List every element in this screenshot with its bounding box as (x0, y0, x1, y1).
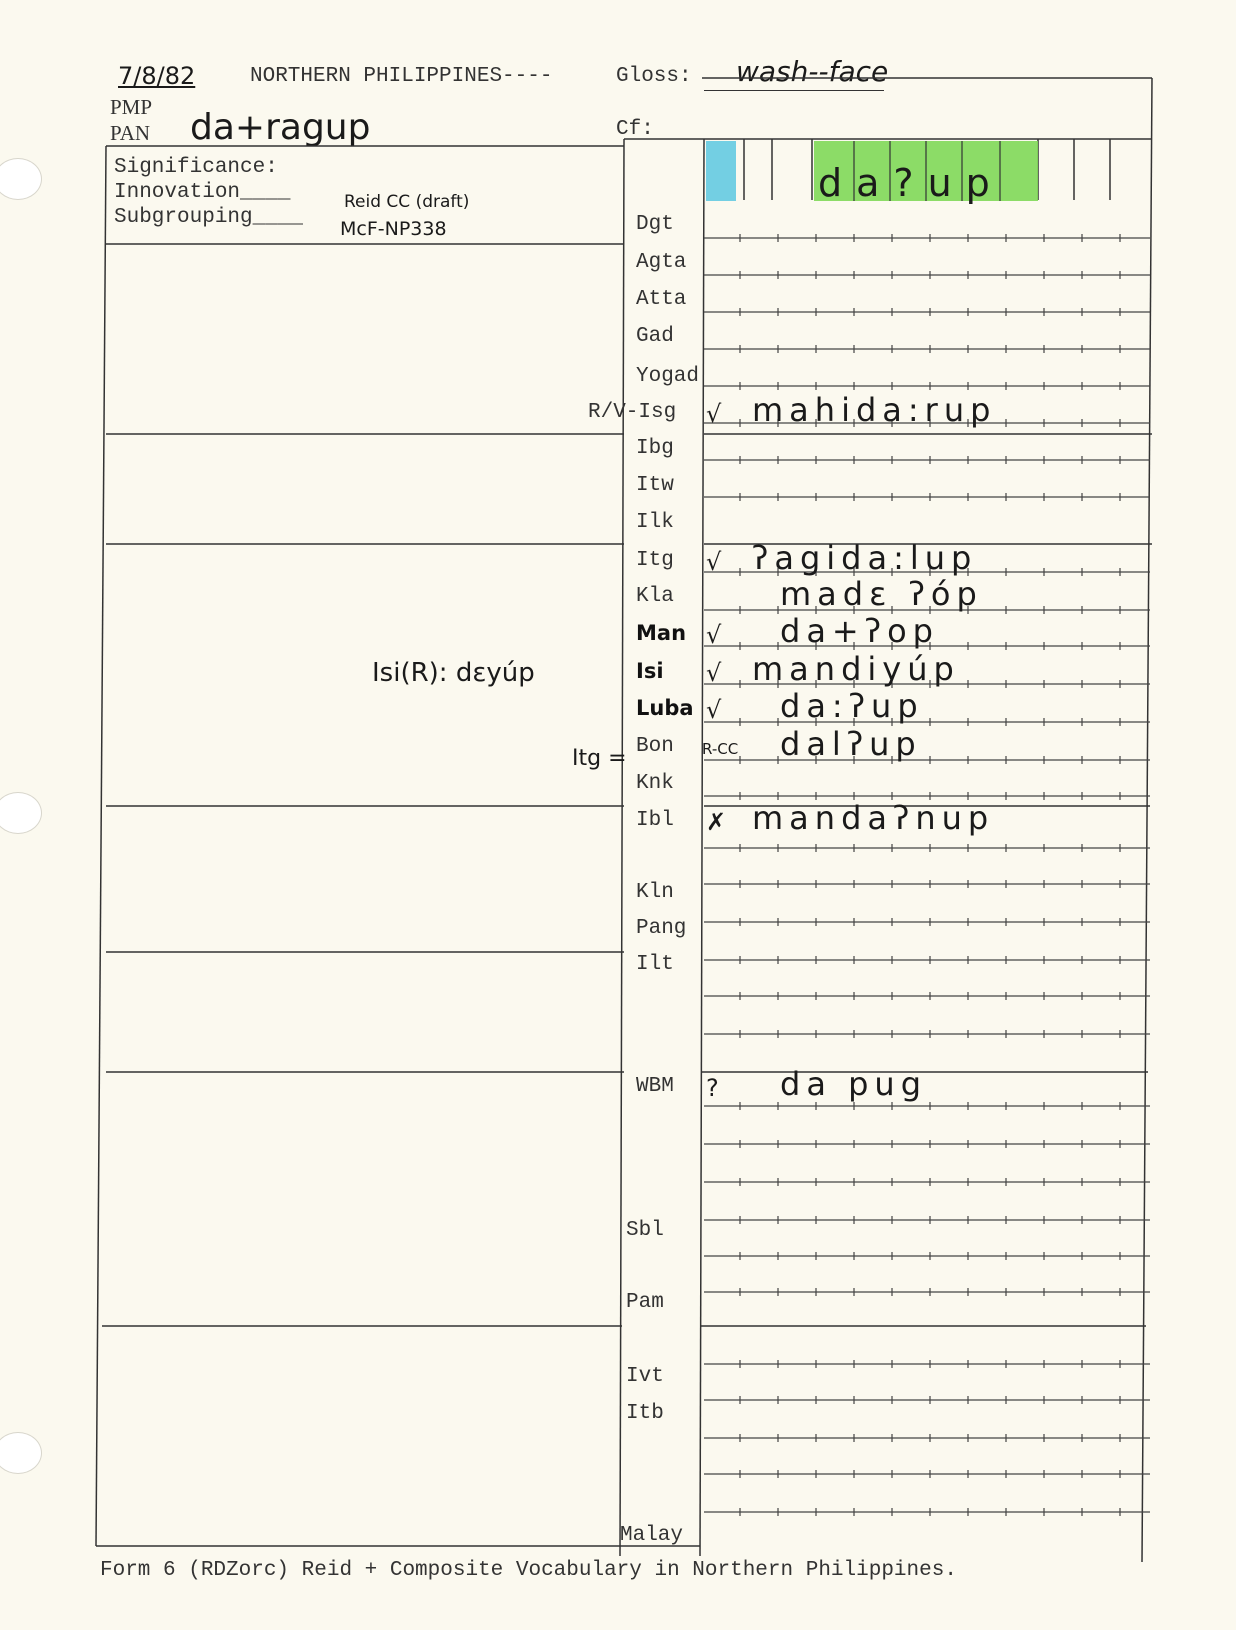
row-mark: ✗ (706, 808, 727, 836)
pmp-label: PMP (110, 95, 153, 119)
language-label: Pang (636, 917, 687, 940)
date: 7/8/82 (118, 62, 196, 90)
language-label: Itw (636, 474, 674, 497)
cognate-form: mandaʔnup (752, 799, 995, 837)
row-mark: √ (706, 621, 722, 649)
cognate-form: mandiyúp (752, 650, 960, 688)
language-label: Kln (636, 881, 674, 904)
cognate-form: da+ʔop (780, 612, 939, 650)
row-mark: √ (706, 696, 722, 724)
language-label: Man (636, 621, 687, 645)
language-label: Gad (636, 325, 674, 348)
language-label: Itg (636, 549, 674, 572)
language-label: Ibl (636, 809, 674, 832)
language-label: Bon (636, 735, 674, 758)
language-label: Knk (636, 772, 674, 795)
subgrouping-label: Subgrouping____ (114, 206, 304, 229)
gloss-label: Gloss: (616, 65, 692, 88)
source-mcf: McF-NP338 (340, 218, 447, 240)
cognate-form: dalʔup (780, 725, 922, 763)
significance-title: Significance: (114, 156, 278, 179)
language-label: Itb (626, 1402, 664, 1425)
region-title: NORTHERN PHILIPPINES---- (250, 65, 553, 88)
language-label: Ilk (636, 511, 674, 534)
footer: Form 6 (RDZorc) Reid + Composite Vocabulary in Northern Philippines. (100, 1559, 957, 1582)
language-label: Atta (636, 288, 687, 311)
row-mark: √ (706, 659, 722, 687)
language-label: Luba (636, 696, 694, 720)
isi-note: Isi(R): dεyúp (372, 658, 535, 688)
cf-label: Cf: (616, 118, 654, 141)
language-label: Kla (636, 585, 674, 608)
row-mark: ? (706, 1074, 719, 1102)
language-label: Ilt (636, 953, 674, 976)
cognate-form: mahida:rup (752, 391, 997, 429)
itg-equals-note: Itg = (572, 746, 627, 771)
cognate-form: da:ʔup (780, 687, 924, 725)
language-label: Ivt (626, 1365, 664, 1388)
language-label: Yogad (636, 365, 700, 388)
language-label: Pam (626, 1291, 664, 1314)
gloss-value: wash--face (736, 55, 889, 88)
pan-label: PAN (110, 121, 151, 145)
language-label: Agta (636, 251, 687, 274)
cognate-form: ʔagida:lup (752, 539, 978, 577)
language-label: Malay (620, 1524, 684, 1547)
language-label: Dgt (636, 213, 674, 236)
language-label: Isi (636, 659, 664, 683)
row-mark: √ (706, 548, 722, 576)
language-label: Sbl (626, 1219, 664, 1242)
cognate-form: madε ʔóp (780, 575, 983, 613)
reconstruction: da+ragup (190, 107, 371, 148)
language-label: R/V-Isg (588, 401, 677, 424)
cognate-form: da pug (780, 1065, 927, 1103)
highlight-word: da?up (818, 161, 1004, 205)
language-label: Ibg (636, 437, 674, 460)
innovation-label: Innovation____ (114, 181, 291, 204)
language-label: WBM (636, 1075, 674, 1098)
row-mark: R-CC (702, 740, 739, 758)
source-reid: Reid CC (draft) (344, 192, 470, 212)
row-mark: √ (706, 400, 722, 428)
